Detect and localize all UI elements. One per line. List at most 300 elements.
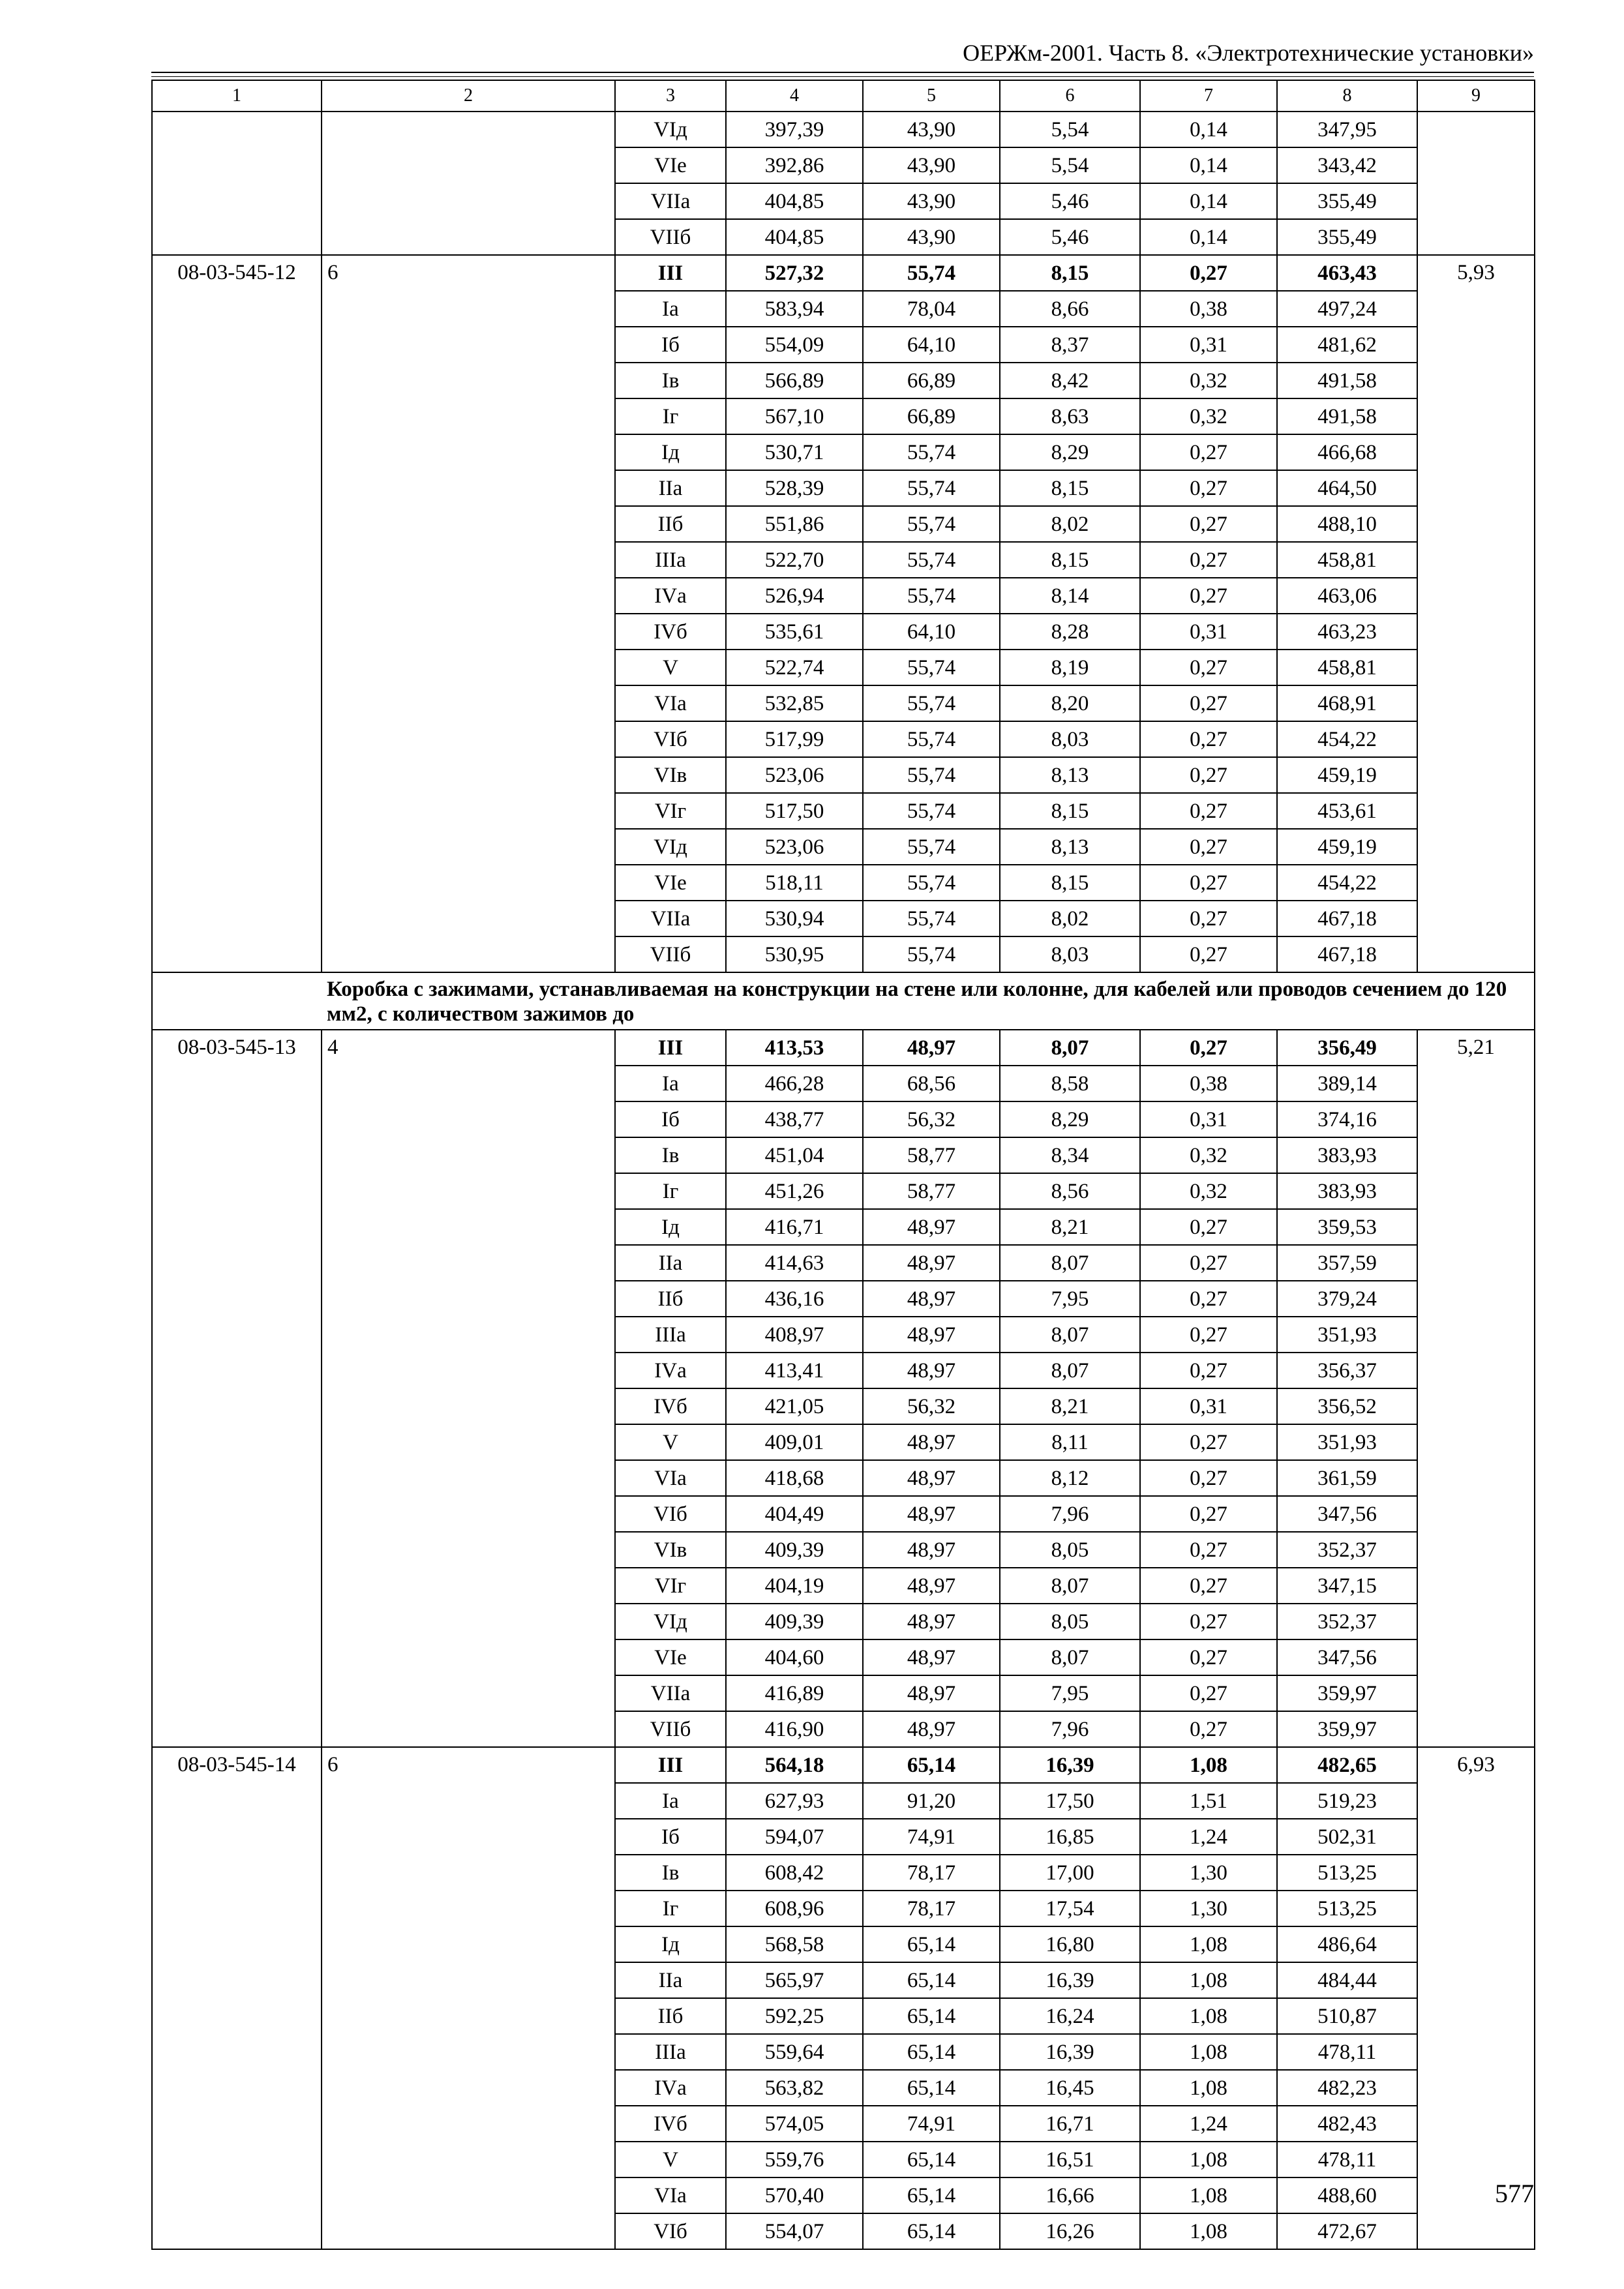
value-cell: 517,99 — [726, 721, 863, 757]
value-cell: 392,86 — [726, 147, 863, 183]
value-cell: 510,87 — [1277, 1998, 1417, 2034]
value-cell: 347,56 — [1277, 1639, 1417, 1675]
value-cell: 55,74 — [863, 901, 1000, 936]
value-cell: 7,96 — [1000, 1496, 1140, 1532]
value-cell: 383,93 — [1277, 1137, 1417, 1173]
value-cell: 559,76 — [726, 2142, 863, 2177]
value-cell: 0,38 — [1140, 1066, 1277, 1101]
value-cell: 16,66 — [1000, 2177, 1140, 2213]
zone-cell: IVа — [615, 578, 726, 614]
zone-cell: Iд — [615, 1926, 726, 1962]
value-cell: 0,27 — [1140, 1209, 1277, 1245]
value-cell: 418,68 — [726, 1460, 863, 1496]
value-cell: 0,27 — [1140, 506, 1277, 542]
value-cell: 1,08 — [1140, 2070, 1277, 2106]
value-cell: 0,27 — [1140, 1424, 1277, 1460]
value-cell: 517,50 — [726, 793, 863, 829]
value-cell: 518,11 — [726, 865, 863, 901]
zone-cell: V — [615, 2142, 726, 2177]
value-cell: 488,60 — [1277, 2177, 1417, 2213]
zone-cell: Iб — [615, 327, 726, 363]
value-cell: 0,27 — [1140, 1639, 1277, 1675]
value-cell: 8,66 — [1000, 291, 1140, 327]
value-cell: 0,27 — [1140, 1245, 1277, 1281]
value-cell: 404,85 — [726, 219, 863, 255]
value-cell: 58,77 — [863, 1137, 1000, 1173]
zone-cell: VIIб — [615, 219, 726, 255]
value-cell: 0,38 — [1140, 291, 1277, 327]
value-cell: 7,96 — [1000, 1711, 1140, 1747]
value-cell: 0,14 — [1140, 147, 1277, 183]
value-cell: 5,46 — [1000, 183, 1140, 219]
value-cell: 351,93 — [1277, 1317, 1417, 1353]
value-cell: 5,54 — [1000, 112, 1140, 147]
value-cell: 347,95 — [1277, 112, 1417, 147]
value-cell: 8,13 — [1000, 829, 1140, 865]
zone-cell: VIг — [615, 793, 726, 829]
zone-cell: VIд — [615, 112, 726, 147]
value-cell: 55,74 — [863, 542, 1000, 578]
zone-cell: III — [615, 255, 726, 291]
value-cell: 416,71 — [726, 1209, 863, 1245]
zone-cell: VIа — [615, 685, 726, 721]
value-cell: 0,27 — [1140, 470, 1277, 506]
value-cell: 568,58 — [726, 1926, 863, 1962]
rate-parameter: 4 — [322, 1030, 615, 1747]
value-cell: 48,97 — [863, 1496, 1000, 1532]
value-cell: 0,31 — [1140, 327, 1277, 363]
value-cell: 481,62 — [1277, 327, 1417, 363]
value-cell: 467,18 — [1277, 936, 1417, 972]
value-cell: 0,27 — [1140, 793, 1277, 829]
value-cell: 0,31 — [1140, 1101, 1277, 1137]
value-cell: 532,85 — [726, 685, 863, 721]
value-cell: 574,05 — [726, 2106, 863, 2142]
zone-cell: VIIа — [615, 183, 726, 219]
value-cell: 8,63 — [1000, 398, 1140, 434]
value-cell: 55,74 — [863, 578, 1000, 614]
column-number: 8 — [1277, 80, 1417, 112]
value-cell: 356,52 — [1277, 1388, 1417, 1424]
value-cell: 535,61 — [726, 614, 863, 650]
value-cell: 5,54 — [1000, 147, 1140, 183]
value-cell: 0,27 — [1140, 578, 1277, 614]
rate-parameter: 6 — [322, 1747, 615, 2249]
value-cell: 0,27 — [1140, 1675, 1277, 1711]
value-cell: 459,19 — [1277, 757, 1417, 793]
value-cell: 467,18 — [1277, 901, 1417, 936]
value-cell: 65,14 — [863, 2177, 1000, 2213]
value-cell: 454,22 — [1277, 865, 1417, 901]
value-cell: 486,64 — [1277, 1926, 1417, 1962]
value-cell: 459,19 — [1277, 829, 1417, 865]
value-cell: 484,44 — [1277, 1962, 1417, 1998]
zone-cell: VIв — [615, 757, 726, 793]
value-cell: 65,14 — [863, 2034, 1000, 2070]
column-number: 9 — [1417, 80, 1535, 112]
value-cell: 0,27 — [1140, 650, 1277, 685]
value-cell: 351,93 — [1277, 1424, 1417, 1460]
value-cell: 466,68 — [1277, 434, 1417, 470]
value-cell: 0,14 — [1140, 183, 1277, 219]
value-cell: 16,45 — [1000, 2070, 1140, 2106]
rate-code: 08-03-545-14 — [152, 1747, 322, 2249]
zone-cell: VIIа — [615, 1675, 726, 1711]
value-cell: 0,27 — [1140, 1568, 1277, 1604]
value-cell: 78,04 — [863, 291, 1000, 327]
value-cell: 458,81 — [1277, 650, 1417, 685]
value-cell: 0,27 — [1140, 721, 1277, 757]
value-cell: 16,39 — [1000, 1962, 1140, 1998]
value-cell: 8,56 — [1000, 1173, 1140, 1209]
value-cell: 8,07 — [1000, 1353, 1140, 1388]
value-cell: 48,97 — [863, 1568, 1000, 1604]
value-cell: 559,64 — [726, 2034, 863, 2070]
value-cell: 513,25 — [1277, 1891, 1417, 1926]
value-cell: 488,10 — [1277, 506, 1417, 542]
value-cell: 458,81 — [1277, 542, 1417, 578]
value-cell: 1,08 — [1140, 1962, 1277, 1998]
value-cell: 8,21 — [1000, 1209, 1140, 1245]
value-cell: 482,65 — [1277, 1747, 1417, 1783]
rate-parameter: 6 — [322, 255, 615, 972]
value-cell: 0,14 — [1140, 219, 1277, 255]
value-cell: 55,74 — [863, 470, 1000, 506]
zone-cell: VIе — [615, 865, 726, 901]
value-cell: 91,20 — [863, 1783, 1000, 1819]
value-cell: 414,63 — [726, 1245, 863, 1281]
value-cell: 17,54 — [1000, 1891, 1140, 1926]
value-cell: 16,26 — [1000, 2213, 1140, 2249]
value-cell: 416,90 — [726, 1711, 863, 1747]
value-cell: 383,93 — [1277, 1173, 1417, 1209]
value-cell: 58,77 — [863, 1173, 1000, 1209]
value-cell: 592,25 — [726, 1998, 863, 2034]
value-cell: 8,15 — [1000, 865, 1140, 901]
zone-cell: IVа — [615, 2070, 726, 2106]
value-cell: 8,28 — [1000, 614, 1140, 650]
value-cell: 55,74 — [863, 685, 1000, 721]
value-cell: 56,32 — [863, 1388, 1000, 1424]
zone-cell: VIд — [615, 1604, 726, 1639]
value-cell: 0,27 — [1140, 255, 1277, 291]
value-cell: 355,49 — [1277, 183, 1417, 219]
value-cell: 0,27 — [1140, 1496, 1277, 1532]
zone-cell: Iб — [615, 1101, 726, 1137]
value-cell: 5,46 — [1000, 219, 1140, 255]
zone-cell: IIб — [615, 1998, 726, 2034]
value-cell: 359,53 — [1277, 1209, 1417, 1245]
value-cell: 56,32 — [863, 1101, 1000, 1137]
value-cell: 8,07 — [1000, 1639, 1140, 1675]
header-rule-thin — [151, 76, 1534, 77]
value-cell: 522,74 — [726, 650, 863, 685]
value-cell: 528,39 — [726, 470, 863, 506]
value-cell: 1,24 — [1140, 1819, 1277, 1855]
rate-code: 08-03-545-12 — [152, 255, 322, 972]
value-cell: 1,08 — [1140, 2142, 1277, 2177]
price-table — [151, 80, 1535, 2250]
value-cell: 526,94 — [726, 578, 863, 614]
labor-cost-cell: 6,93 — [1417, 1747, 1535, 2249]
value-cell: 48,97 — [863, 1711, 1000, 1747]
value-cell: 0,27 — [1140, 1604, 1277, 1639]
zone-cell: Iг — [615, 1891, 726, 1926]
value-cell: 497,24 — [1277, 291, 1417, 327]
zone-cell: III — [615, 1030, 726, 1066]
section-row — [152, 972, 1535, 1030]
value-cell: 0,27 — [1140, 1532, 1277, 1568]
rate-code — [152, 112, 322, 255]
value-cell: 65,14 — [863, 1747, 1000, 1783]
zone-cell: IIIа — [615, 2034, 726, 2070]
value-cell: 8,34 — [1000, 1137, 1140, 1173]
value-cell: 0,27 — [1140, 1711, 1277, 1747]
zone-cell: VIб — [615, 2213, 726, 2249]
value-cell: 347,56 — [1277, 1496, 1417, 1532]
zone-cell: VIб — [615, 721, 726, 757]
value-cell: 397,39 — [726, 112, 863, 147]
value-cell: 65,14 — [863, 1962, 1000, 1998]
zone-cell: Iа — [615, 1783, 726, 1819]
value-cell: 0,32 — [1140, 363, 1277, 398]
value-cell: 8,03 — [1000, 721, 1140, 757]
value-cell: 1,08 — [1140, 1926, 1277, 1962]
value-cell: 0,32 — [1140, 1173, 1277, 1209]
value-cell: 347,15 — [1277, 1568, 1417, 1604]
value-cell: 491,58 — [1277, 398, 1417, 434]
section-title: Коробка с зажимами, устанавливаемая на конструкции на стене или колонне, для кабелей или проводов сечением до 120 мм2, с количеством зажимов до — [322, 972, 1535, 1030]
value-cell: 8,12 — [1000, 1460, 1140, 1496]
value-cell: 55,74 — [863, 793, 1000, 829]
zone-cell: IIб — [615, 1281, 726, 1317]
value-cell: 530,95 — [726, 936, 863, 972]
value-cell: 478,11 — [1277, 2034, 1417, 2070]
value-cell: 482,23 — [1277, 2070, 1417, 2106]
value-cell: 1,51 — [1140, 1783, 1277, 1819]
zone-cell: IIа — [615, 1245, 726, 1281]
zone-cell: Iа — [615, 291, 726, 327]
value-cell: 48,97 — [863, 1675, 1000, 1711]
value-cell: 554,09 — [726, 327, 863, 363]
value-cell: 527,32 — [726, 255, 863, 291]
value-cell: 404,85 — [726, 183, 863, 219]
value-cell: 472,67 — [1277, 2213, 1417, 2249]
value-cell: 8,05 — [1000, 1532, 1140, 1568]
zone-cell: IVа — [615, 1353, 726, 1388]
value-cell: 513,25 — [1277, 1855, 1417, 1891]
value-cell: 55,74 — [863, 650, 1000, 685]
value-cell: 17,50 — [1000, 1783, 1140, 1819]
value-cell: 421,05 — [726, 1388, 863, 1424]
zone-cell: Iв — [615, 363, 726, 398]
value-cell: 48,97 — [863, 1209, 1000, 1245]
value-cell: 1,08 — [1140, 2034, 1277, 2070]
zone-cell: IVб — [615, 614, 726, 650]
column-number: 4 — [726, 80, 863, 112]
value-cell: 389,14 — [1277, 1066, 1417, 1101]
value-cell: 8,11 — [1000, 1424, 1140, 1460]
value-cell: 48,97 — [863, 1030, 1000, 1066]
value-cell: 409,01 — [726, 1424, 863, 1460]
value-cell: 567,10 — [726, 398, 863, 434]
labor-cost-cell: 5,93 — [1417, 255, 1535, 972]
zone-cell: VIIб — [615, 936, 726, 972]
value-cell: 502,31 — [1277, 1819, 1417, 1855]
value-cell: 413,53 — [726, 1030, 863, 1066]
value-cell: 66,89 — [863, 398, 1000, 434]
value-cell: 404,60 — [726, 1639, 863, 1675]
value-cell: 453,61 — [1277, 793, 1417, 829]
value-cell: 48,97 — [863, 1281, 1000, 1317]
value-cell: 55,74 — [863, 829, 1000, 865]
value-cell: 8,15 — [1000, 793, 1140, 829]
value-cell: 78,17 — [863, 1855, 1000, 1891]
zone-cell: IVб — [615, 2106, 726, 2142]
value-cell: 416,89 — [726, 1675, 863, 1711]
zone-cell: Iд — [615, 1209, 726, 1245]
value-cell: 0,32 — [1140, 398, 1277, 434]
zone-cell: IIб — [615, 506, 726, 542]
page-number: 577 — [1495, 2179, 1534, 2208]
value-cell: 463,06 — [1277, 578, 1417, 614]
value-cell: 409,39 — [726, 1532, 863, 1568]
value-cell: 523,06 — [726, 829, 863, 865]
labor-cost-cell — [1417, 112, 1535, 255]
value-cell: 0,27 — [1140, 936, 1277, 972]
value-cell: 16,39 — [1000, 1747, 1140, 1783]
value-cell: 55,74 — [863, 865, 1000, 901]
value-cell: 65,14 — [863, 1998, 1000, 2034]
value-cell: 43,90 — [863, 147, 1000, 183]
zone-cell: IIа — [615, 1962, 726, 1998]
value-cell: 48,97 — [863, 1460, 1000, 1496]
value-cell: 0,27 — [1140, 901, 1277, 936]
column-number: 5 — [863, 80, 1000, 112]
value-cell: 8,20 — [1000, 685, 1140, 721]
value-cell: 554,07 — [726, 2213, 863, 2249]
value-cell: 7,95 — [1000, 1281, 1140, 1317]
zone-cell: VIIб — [615, 1711, 726, 1747]
value-cell: 594,07 — [726, 1819, 863, 1855]
value-cell: 8,15 — [1000, 470, 1140, 506]
value-cell: 1,08 — [1140, 1747, 1277, 1783]
value-cell: 8,13 — [1000, 757, 1140, 793]
header-rule — [151, 72, 1534, 73]
value-cell: 0,32 — [1140, 1137, 1277, 1173]
value-cell: 16,39 — [1000, 2034, 1140, 2070]
value-cell: 43,90 — [863, 219, 1000, 255]
value-cell: 519,23 — [1277, 1783, 1417, 1819]
value-cell: 404,19 — [726, 1568, 863, 1604]
column-number: 6 — [1000, 80, 1140, 112]
page-header: ОЕРЖм-2001. Часть 8. «Электротехнические установки» — [963, 40, 1534, 66]
zone-cell: VIе — [615, 147, 726, 183]
value-cell: 1,08 — [1140, 1998, 1277, 2034]
value-cell: 563,82 — [726, 2070, 863, 2106]
zone-cell: VIб — [615, 1496, 726, 1532]
zone-cell: VIд — [615, 829, 726, 865]
value-cell: 0,27 — [1140, 865, 1277, 901]
value-cell: 8,05 — [1000, 1604, 1140, 1639]
zone-cell: V — [615, 650, 726, 685]
value-cell: 352,37 — [1277, 1532, 1417, 1568]
value-cell: 436,16 — [726, 1281, 863, 1317]
column-number: 7 — [1140, 80, 1277, 112]
value-cell: 1,24 — [1140, 2106, 1277, 2142]
value-cell: 66,89 — [863, 363, 1000, 398]
value-cell: 451,26 — [726, 1173, 863, 1209]
value-cell: 0,14 — [1140, 112, 1277, 147]
zone-cell: Iг — [615, 398, 726, 434]
value-cell: 8,07 — [1000, 1030, 1140, 1066]
value-cell: 0,27 — [1140, 1353, 1277, 1388]
value-cell: 48,97 — [863, 1424, 1000, 1460]
value-cell: 55,74 — [863, 936, 1000, 972]
value-cell: 608,42 — [726, 1855, 863, 1891]
value-cell: 55,74 — [863, 255, 1000, 291]
value-cell: 48,97 — [863, 1639, 1000, 1675]
value-cell: 343,42 — [1277, 147, 1417, 183]
value-cell: 551,86 — [726, 506, 863, 542]
value-cell: 48,97 — [863, 1532, 1000, 1568]
value-cell: 78,17 — [863, 1891, 1000, 1926]
value-cell: 608,96 — [726, 1891, 863, 1926]
value-cell: 0,27 — [1140, 542, 1277, 578]
value-cell: 7,95 — [1000, 1675, 1140, 1711]
value-cell: 491,58 — [1277, 363, 1417, 398]
value-cell: 55,74 — [863, 434, 1000, 470]
value-cell: 523,06 — [726, 757, 863, 793]
value-cell: 43,90 — [863, 112, 1000, 147]
value-cell: 48,97 — [863, 1353, 1000, 1388]
value-cell: 361,59 — [1277, 1460, 1417, 1496]
value-cell: 408,97 — [726, 1317, 863, 1353]
value-cell: 8,07 — [1000, 1245, 1140, 1281]
zone-cell: IIа — [615, 470, 726, 506]
value-cell: 352,37 — [1277, 1604, 1417, 1639]
section-blank-cell — [152, 972, 322, 1030]
table-row — [152, 112, 1535, 147]
value-cell: 74,91 — [863, 2106, 1000, 2142]
rate-code: 08-03-545-13 — [152, 1030, 322, 1747]
rate-parameter — [322, 112, 615, 255]
zone-cell: Iг — [615, 1173, 726, 1209]
value-cell: 65,14 — [863, 2142, 1000, 2177]
value-cell: 583,94 — [726, 291, 863, 327]
value-cell: 454,22 — [1277, 721, 1417, 757]
zone-cell: Iв — [615, 1855, 726, 1891]
value-cell: 356,49 — [1277, 1030, 1417, 1066]
value-cell: 359,97 — [1277, 1675, 1417, 1711]
zone-cell: Iб — [615, 1819, 726, 1855]
value-cell: 74,91 — [863, 1819, 1000, 1855]
value-cell: 16,51 — [1000, 2142, 1140, 2177]
value-cell: 1,30 — [1140, 1855, 1277, 1891]
value-cell: 570,40 — [726, 2177, 863, 2213]
value-cell: 463,23 — [1277, 614, 1417, 650]
value-cell: 8,15 — [1000, 255, 1140, 291]
value-cell: 65,14 — [863, 2070, 1000, 2106]
value-cell: 356,37 — [1277, 1353, 1417, 1388]
value-cell: 438,77 — [726, 1101, 863, 1137]
zone-cell: IVб — [615, 1388, 726, 1424]
zone-cell: VIа — [615, 1460, 726, 1496]
value-cell: 8,58 — [1000, 1066, 1140, 1101]
value-cell: 16,71 — [1000, 2106, 1140, 2142]
value-cell: 359,97 — [1277, 1711, 1417, 1747]
value-cell: 0,27 — [1140, 1030, 1277, 1066]
